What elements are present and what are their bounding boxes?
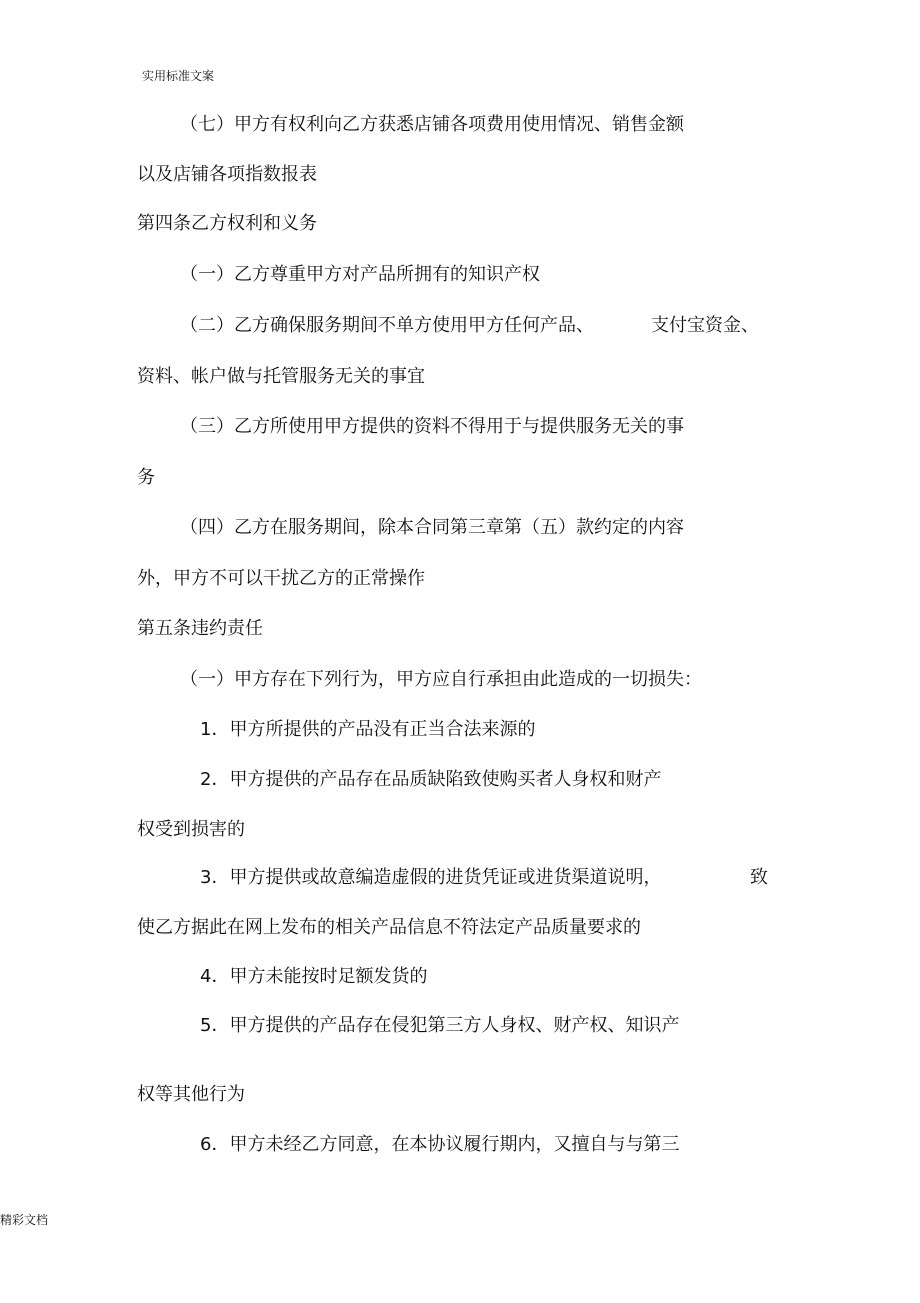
paragraph-line: 资料、帐户做与托管服务无关的事宜 [137, 366, 425, 387]
paragraph-line: （三）乙方所使用甲方提供的资料不得用于与提供服务无关的事 [180, 416, 684, 437]
section-heading: 第四条乙方权利和义务 [137, 213, 317, 234]
paragraph-line-continuation: 致 [750, 867, 768, 888]
paragraph-line: 务 [137, 467, 155, 488]
paragraph-line: （七）甲方有权利向乙方获悉店铺各项费用使用情况、销售金额 [180, 114, 684, 135]
list-item: 1．甲方所提供的产品没有正当合法来源的 [200, 719, 536, 740]
paragraph-line-continuation: 支付宝资金、 [651, 315, 759, 336]
paragraph-line: （二）乙方确保服务期间不单方使用甲方任何产品、 [180, 315, 594, 336]
paragraph-line: 外，甲方不可以干扰乙方的正常操作 [137, 568, 425, 589]
paragraph-line: 使乙方据此在网上发布的相关产品信息不符法定产品质量要求的 [137, 917, 641, 938]
list-item: 3．甲方提供或故意编造虚假的进货凭证或进货渠道说明， [200, 867, 662, 888]
paragraph-line: 以及店铺各项指数报表 [137, 164, 317, 185]
paragraph-line: （一）乙方尊重甲方对产品所拥有的知识产权 [180, 264, 540, 285]
list-item: 5．甲方提供的产品存在侵犯第三方人身权、财产权、知识产 [200, 1015, 680, 1036]
page-header: 实用标准文案 [142, 69, 215, 83]
page-footer: 精彩文档 [0, 1213, 49, 1227]
list-item: 2．甲方提供的产品存在品质缺陷致使购买者人身权和财产 [200, 769, 662, 790]
list-item: 6．甲方未经乙方同意，在本协议履行期内，又擅自与与第三 [200, 1134, 680, 1155]
paragraph-line: （一）甲方存在下列行为，甲方应自行承担由此造成的一切损失： [180, 669, 702, 690]
paragraph-line: 权等其他行为 [137, 1084, 245, 1105]
list-item: 4．甲方未能按时足额发货的 [200, 966, 428, 987]
paragraph-line: 权受到损害的 [137, 819, 245, 840]
section-heading: 第五条违约责任 [137, 618, 263, 639]
paragraph-line: （四）乙方在服务期间，除本合同第三章第（五）款约定的内容 [180, 517, 684, 538]
